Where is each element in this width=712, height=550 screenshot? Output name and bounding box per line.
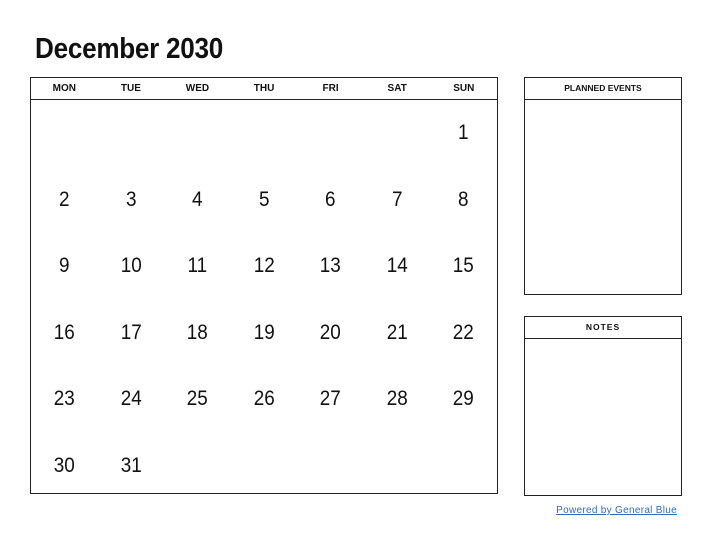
day-cell: 21 <box>386 320 408 344</box>
week-row-6 <box>31 433 497 500</box>
day-cell: 16 <box>53 320 75 344</box>
day-cell: 31 <box>120 453 142 477</box>
day-cell: 11 <box>187 254 208 277</box>
powered-by-link[interactable]: Powered by General Blue <box>556 505 677 516</box>
notes-panel <box>524 316 682 496</box>
day-cell: 1 <box>458 121 470 144</box>
day-cell: 15 <box>453 254 475 277</box>
week-row-5 <box>31 366 497 433</box>
day-cell: 18 <box>186 320 208 344</box>
weekday-sat: SAT <box>387 83 407 94</box>
week-row-4 <box>31 300 497 367</box>
day-cell <box>301 100 361 167</box>
day-cell: 14 <box>386 254 408 277</box>
day-cell: 3 <box>125 187 137 211</box>
page-title: December 2030 <box>35 33 224 65</box>
day-cell: 5 <box>258 187 270 211</box>
day-cell <box>234 100 294 167</box>
weekday-tue: TUE <box>120 83 141 94</box>
day-cell: 8 <box>458 187 470 211</box>
day-grid <box>31 100 497 499</box>
day-cell: 25 <box>186 387 208 410</box>
week-row-2 <box>31 167 497 234</box>
week-row-1 <box>31 100 497 167</box>
day-cell: 10 <box>120 254 142 277</box>
day-cell: 27 <box>320 387 342 410</box>
day-cell <box>101 100 161 167</box>
day-cell: 28 <box>386 387 408 410</box>
day-cell: 17 <box>120 320 142 344</box>
weekday-header <box>31 78 497 100</box>
weekday-fri: FRI <box>322 83 339 94</box>
day-cell: 22 <box>453 320 475 344</box>
day-cell <box>167 100 227 167</box>
day-cell: 26 <box>253 387 275 410</box>
weekday-sun: SUN <box>453 83 475 94</box>
day-cell: 13 <box>320 254 342 277</box>
day-cell: 19 <box>253 320 275 344</box>
day-cell <box>434 433 494 500</box>
day-cell: 6 <box>325 187 336 211</box>
calendar-grid <box>30 77 498 494</box>
day-cell: 24 <box>120 387 142 410</box>
day-cell: 9 <box>59 254 70 277</box>
day-cell: 30 <box>53 453 75 477</box>
day-cell <box>234 433 294 500</box>
day-cell <box>301 433 361 500</box>
weekday-thu: THU <box>253 83 275 94</box>
day-cell: 7 <box>391 187 403 211</box>
weekday-wed: WED <box>185 83 210 94</box>
notes-heading: NOTES <box>525 317 681 339</box>
day-cell <box>34 100 94 167</box>
week-row-3 <box>31 233 497 300</box>
day-cell: 23 <box>53 387 75 410</box>
weekday-mon: MON <box>52 83 76 94</box>
day-cell: 2 <box>59 187 70 211</box>
day-cell: 4 <box>192 187 203 211</box>
day-cell <box>367 100 427 167</box>
planned-events-panel <box>524 77 682 295</box>
day-cell: 29 <box>453 387 475 410</box>
day-cell <box>367 433 427 500</box>
day-cell: 12 <box>253 254 275 277</box>
planned-events-heading: PLANNED EVENTS <box>525 78 681 100</box>
day-cell <box>167 433 227 500</box>
day-cell: 20 <box>320 320 342 344</box>
